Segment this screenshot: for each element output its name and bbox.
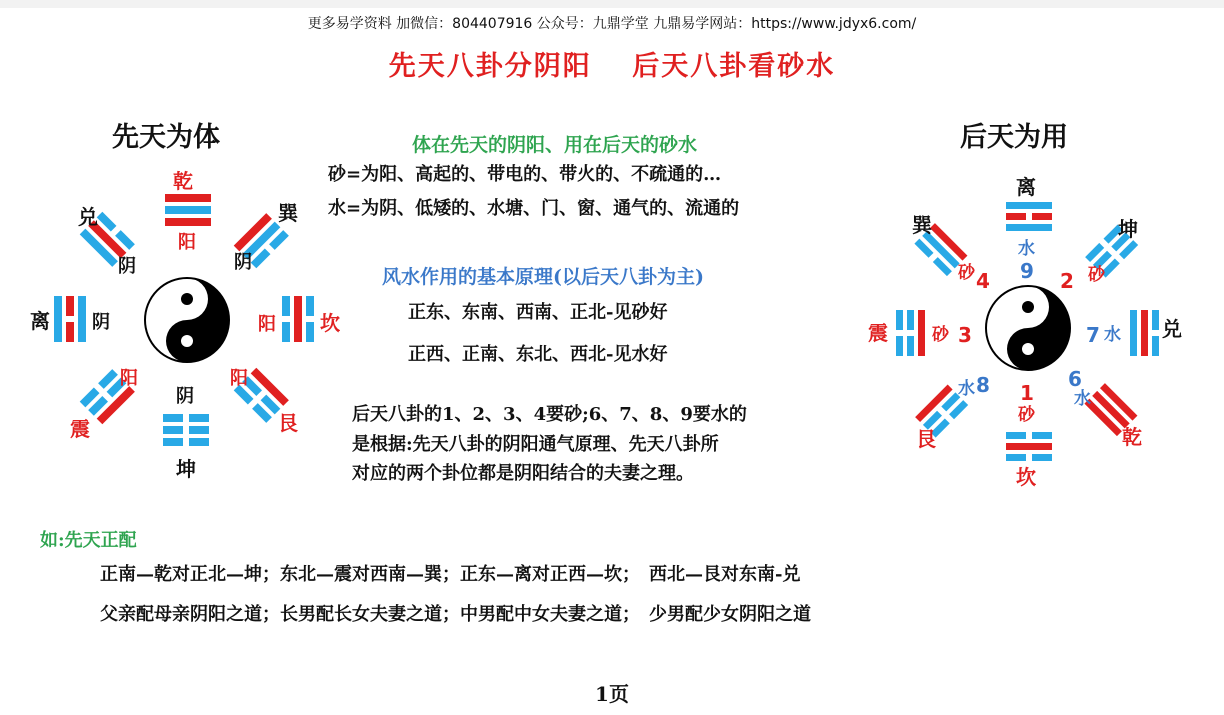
trigram-dui-right	[1130, 310, 1159, 356]
water-definition: 水=为阴、低矮的、水塘、门、窗、通气的、流通的	[328, 198, 740, 219]
taiji-left-icon	[145, 278, 229, 362]
right-li-name: 离	[1016, 175, 1036, 199]
principle-paragraph	[352, 400, 747, 489]
trigram-kun-left	[163, 414, 209, 446]
right-zhen-name: 震	[868, 321, 888, 345]
right-xun-sand: 砂	[958, 263, 975, 283]
right-kan-name: 坎	[1016, 465, 1036, 489]
pairing-line-2: 父亲配母亲阴阳之道；长男配长女夫妻之道；中男配中女夫妻之道； 少男配少女阴阳之道	[100, 604, 811, 625]
right-xun-name: 巽	[912, 213, 932, 237]
right-li-water: 水	[1018, 239, 1035, 259]
right-gen-name: 艮	[916, 427, 936, 451]
right-xun-number: 4	[976, 269, 990, 293]
principle-line-2: 是根据:先天八卦的阴阳通气原理、先天八卦所	[352, 433, 719, 455]
right-kan-sand: 砂	[1018, 405, 1035, 425]
left-li-yy: 阴	[92, 312, 110, 333]
header-note: 更多易学资料 加微信：804407916 公众号：九鼎学堂 九鼎易学网站：https://www.jdyx6.com/	[307, 16, 917, 32]
left-kan-yy: 阳	[258, 314, 276, 335]
right-qian-name: 乾	[1122, 425, 1142, 449]
right-kun-number: 2	[1060, 269, 1074, 293]
right-dui-name: 兑	[1162, 317, 1182, 341]
left-zhen-yy: 阳	[120, 368, 138, 389]
trigram-kan-right	[1006, 432, 1052, 461]
right-gen-number: 8	[976, 373, 990, 397]
trigram-qian-left	[165, 194, 211, 226]
left-panel-title: 先天为体	[112, 122, 220, 153]
example-label: 如:先天正配	[40, 530, 137, 551]
left-qian-yy: 阳	[178, 232, 196, 253]
right-kun-sand: 砂	[1088, 265, 1105, 285]
water-directions: 正西、正南、东北、西北-见水好	[408, 344, 668, 365]
page-number: 1页	[595, 682, 629, 706]
top-strip	[0, 0, 1224, 8]
left-xun-name: 巽	[278, 201, 298, 225]
right-qian-water: 水	[1074, 389, 1091, 409]
right-dui-number: 7	[1086, 323, 1100, 347]
trigram-kan-right	[282, 296, 314, 342]
left-kan-name: 坎	[320, 311, 340, 335]
left-zhen-name: 震	[70, 417, 90, 441]
right-kun-name: 坤	[1118, 217, 1138, 241]
left-li-name: 离	[30, 309, 50, 333]
left-dui-yy: 阴	[118, 256, 136, 277]
sand-definition: 砂=为阳、高起的、带电的、带火的、不疏通的…	[328, 164, 722, 185]
right-gen-water: 水	[958, 379, 975, 399]
right-kan-number: 1	[1020, 381, 1034, 405]
left-kun-yy: 阴	[176, 386, 194, 407]
left-xun-yy: 阴	[234, 252, 252, 273]
trigram-zhen-right	[896, 310, 925, 356]
right-bagua-diagram	[860, 160, 1190, 495]
main-title: 先天八卦分阴阳 后天八卦看砂水	[388, 51, 836, 82]
left-kun-name: 坤	[176, 457, 196, 481]
left-dui-name: 兑	[78, 205, 98, 229]
sand-directions: 正东、东南、西南、正北-见砂好	[408, 302, 668, 323]
right-qian-number: 6	[1068, 367, 1082, 391]
center-heading-2: 风水作用的基本原理(以后天八卦为主)	[382, 266, 704, 288]
right-li-number: 9	[1020, 259, 1034, 283]
right-panel-title: 后天为用	[960, 122, 1068, 153]
right-dui-water: 水	[1104, 325, 1121, 345]
left-qian-name: 乾	[173, 169, 193, 193]
center-heading-1: 体在先天的阴阳、用在后天的砂水	[412, 134, 698, 156]
taiji-right-icon	[986, 286, 1070, 370]
left-bagua-diagram	[30, 160, 360, 490]
left-gen-yy: 阳	[230, 368, 248, 389]
pairing-line-1: 正南—乾对正北—坤；东北—震对西南—巽；正东—离对正西—坎； 西北—艮对东南-兑	[100, 564, 801, 585]
principle-line-1: 后天八卦的1、2、3、4要砂;6、7、8、9要水的	[352, 404, 747, 425]
right-zhen-number: 3	[958, 323, 972, 347]
right-zhen-sand: 砂	[932, 325, 949, 345]
principle-line-3: 对应的两个卦位都是阴阳结合的夫妻之理。	[352, 463, 694, 485]
trigram-li-right	[1006, 202, 1052, 231]
trigram-li-left	[54, 296, 86, 342]
left-gen-name: 艮	[278, 411, 298, 435]
